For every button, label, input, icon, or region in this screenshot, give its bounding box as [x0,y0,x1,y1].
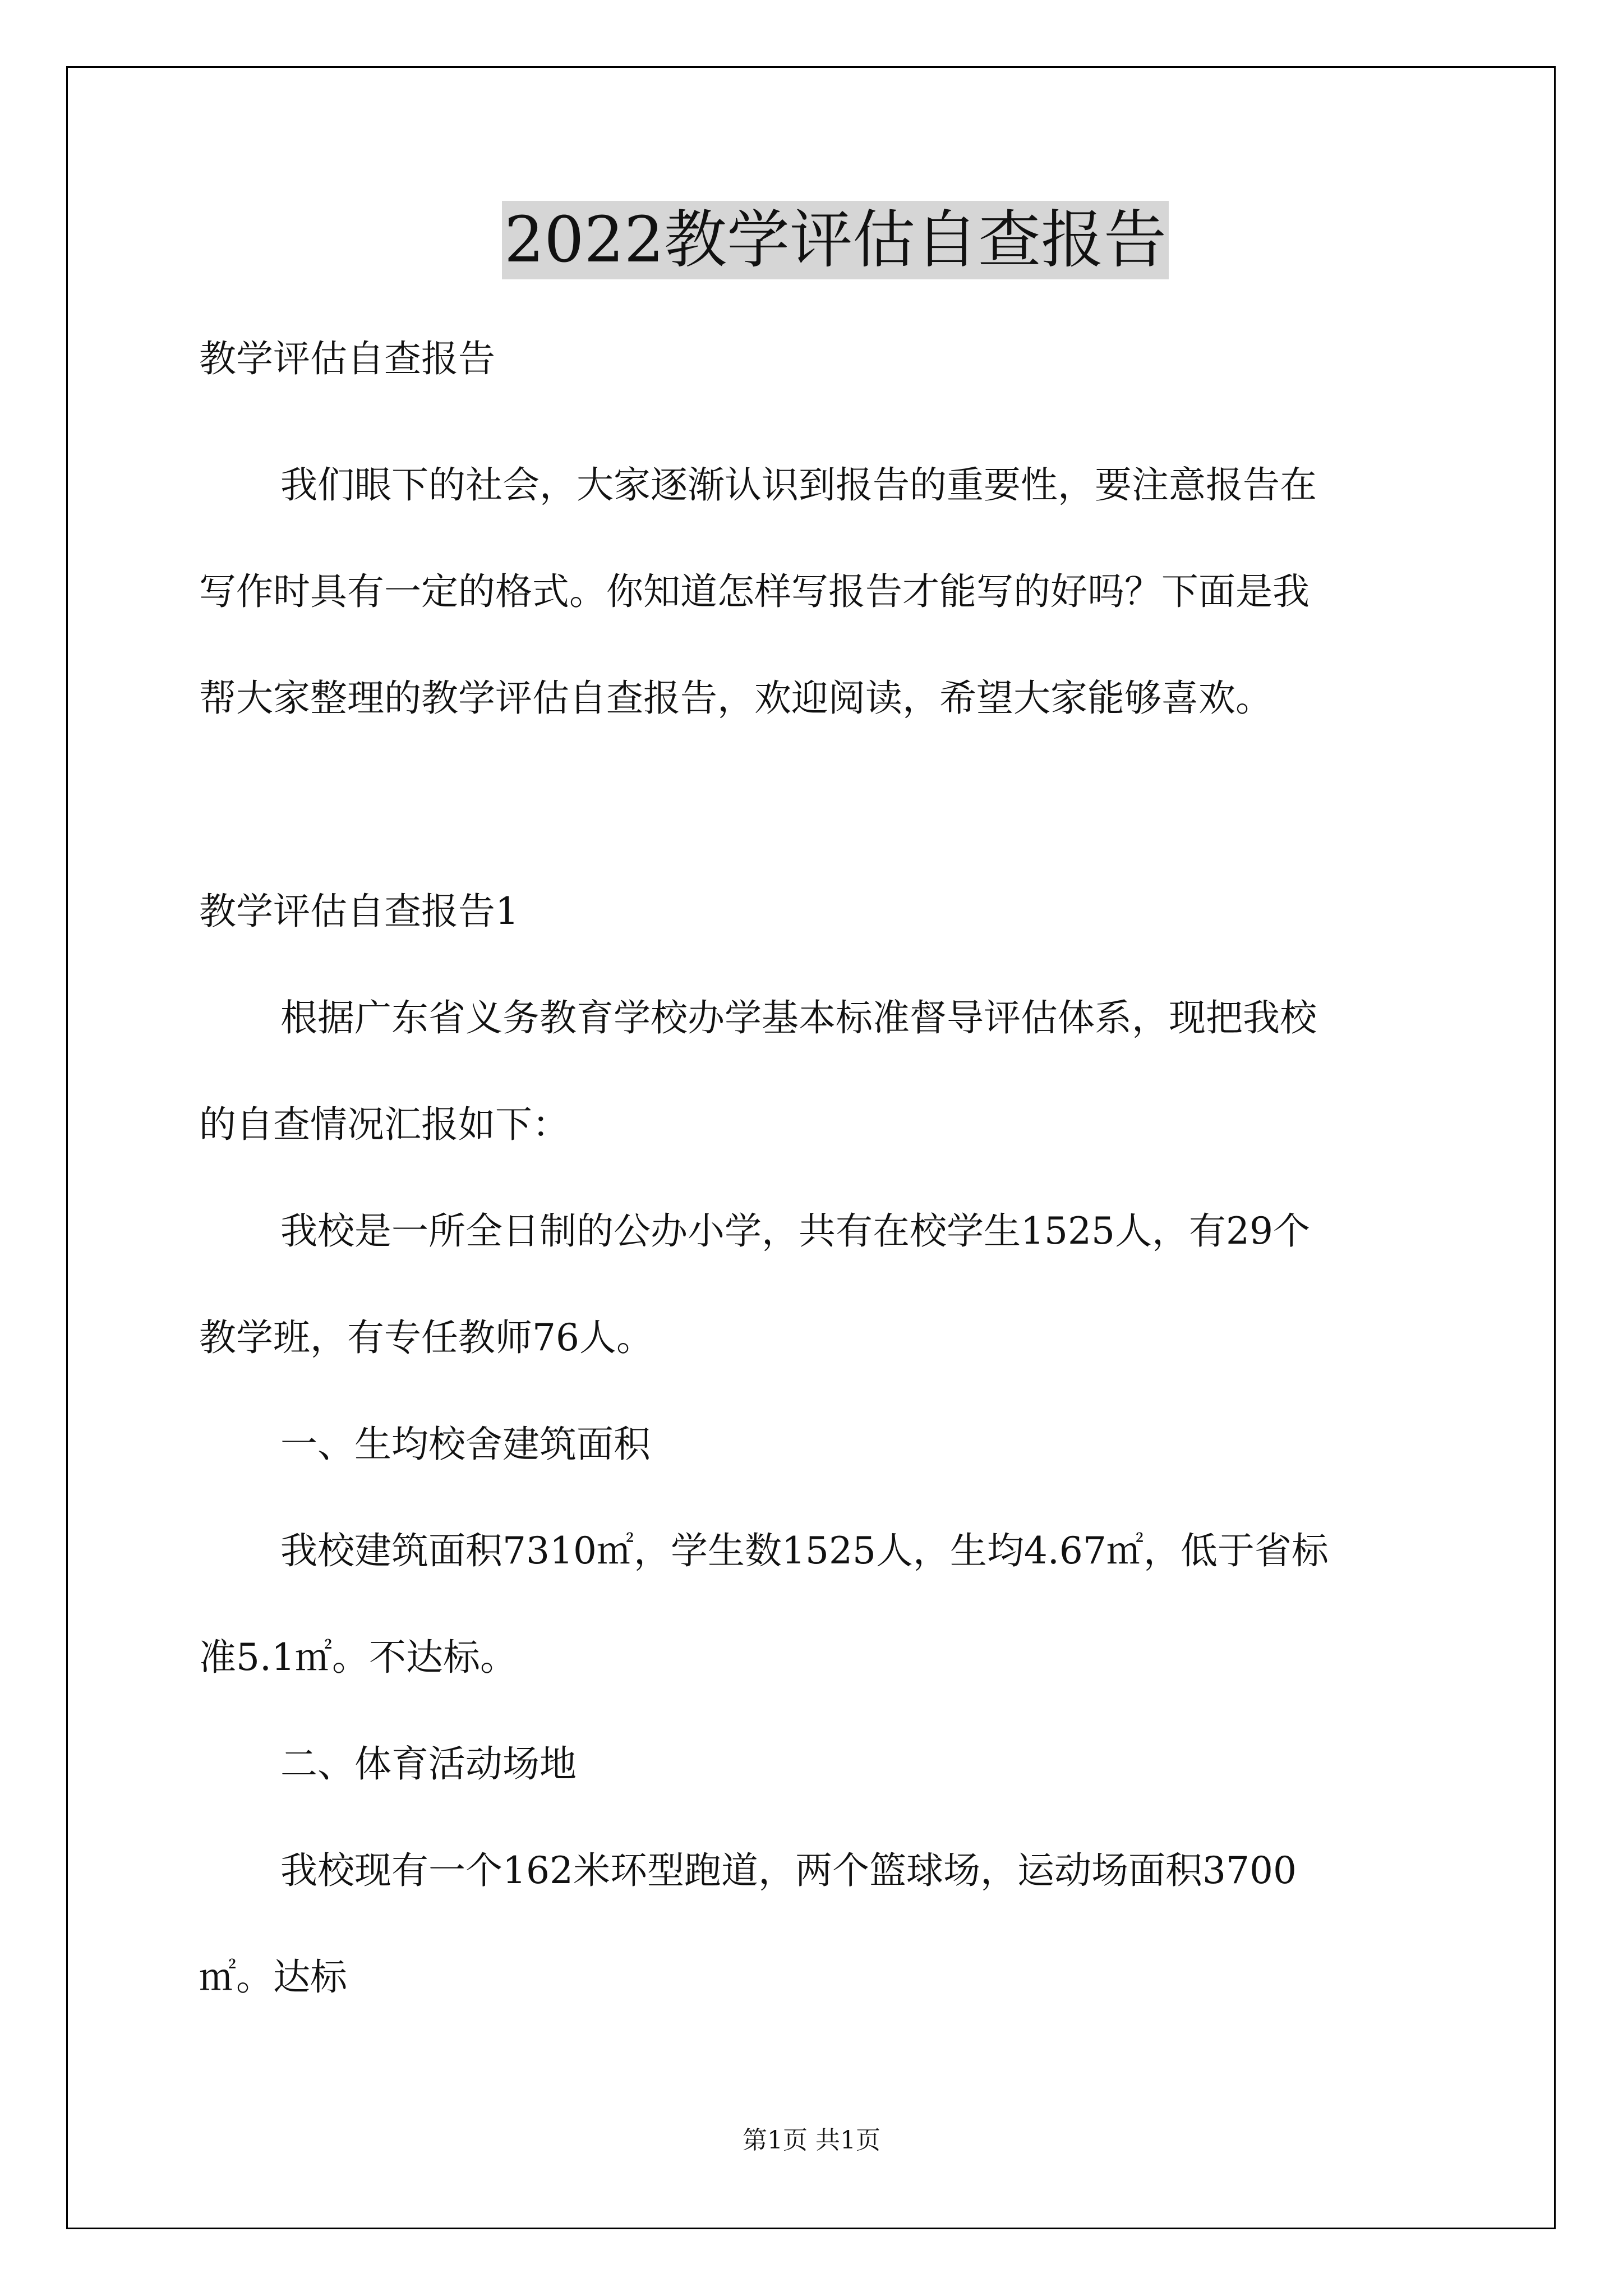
item1-line-1: 我校建筑面积7310㎡，学生数1525人，生均4.67㎡，低于省标 [280,1529,1329,1572]
intro-line-2: 写作时具有一定的格式。你知道怎样写报告才能写的好吗？下面是我 [199,570,1310,613]
item2-line-1: 我校现有一个162米环型跑道，两个篮球场，运动场面积3700 [280,1849,1297,1892]
page-footer: 第1页 共1页 [743,2126,880,2155]
item1-heading: 一、生均校舍建筑面积 [280,1423,651,1466]
item2-line-2: ㎡。达标 [199,1955,347,1999]
para1-line-1: 根据广东省义务教育学校办学基本标准督导评估体系，现把我校 [280,996,1317,1039]
intro-line-3: 帮大家整理的教学评估自查报告，欢迎阅读，希望大家能够喜欢。 [199,677,1272,720]
item2-heading: 二、体育活动场地 [280,1742,577,1786]
para2-line-2: 教学班，有专任教师76人。 [199,1316,653,1359]
section-heading: 教学评估自查报告1 [199,890,519,933]
intro-line-1: 我们眼下的社会，大家逐渐认识到报告的重要性，要注意报告在 [280,463,1317,507]
para1-line-2: 的自查情况汇报如下： [199,1103,569,1146]
item1-line-2: 准5.1㎡。不达标。 [199,1636,517,1679]
para2-line-1: 我校是一所全日制的公办小学，共有在校学生1525人，有29个 [280,1209,1310,1253]
document-subtitle: 教学评估自查报告 [199,337,495,380]
document-title: 2022教学评估自查报告 [502,201,1169,279]
